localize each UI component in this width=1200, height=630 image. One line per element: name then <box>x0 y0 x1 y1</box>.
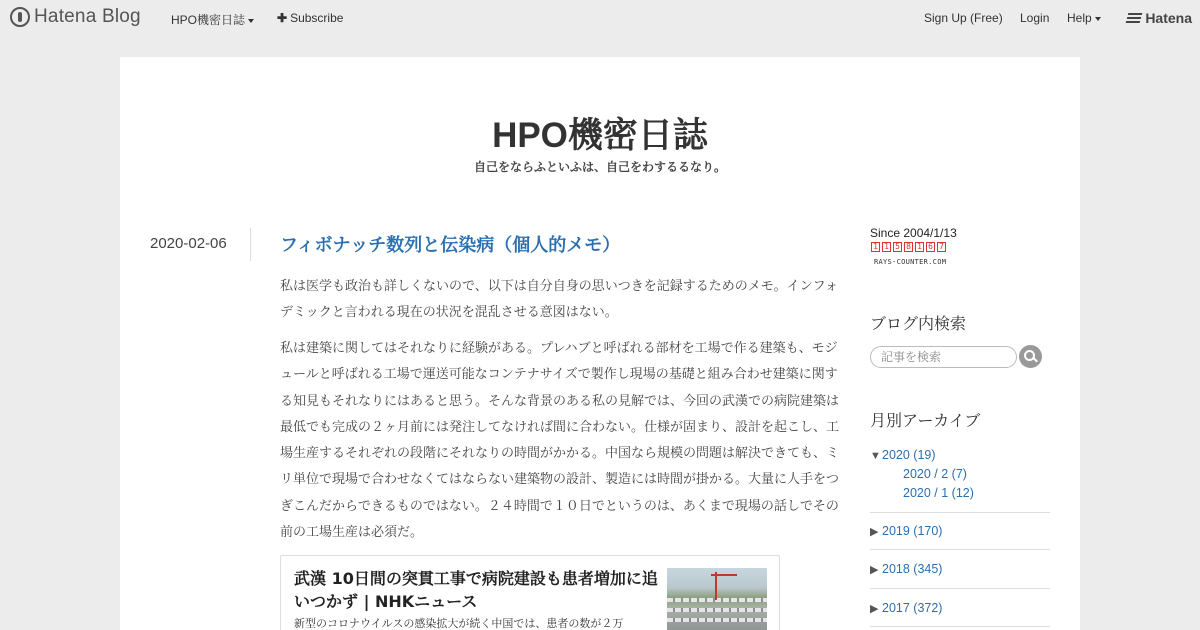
counter-digit: 7 <box>937 242 946 252</box>
archive-year-label[interactable]: 2018 (345) <box>882 562 943 576</box>
embed-thumbnail-image[interactable] <box>667 568 767 630</box>
embed-title[interactable]: 武漢 10日間の突貫工事で病院建設も患者増加に追いつかず | NHKニュース <box>294 569 658 611</box>
archive-year-2017[interactable] <box>870 601 1050 615</box>
blog-menu-dropdown[interactable] <box>171 11 254 28</box>
counter-digit: 1 <box>871 242 880 252</box>
collapse-triangle-icon[interactable]: ▼ <box>870 450 881 462</box>
chevron-down-icon <box>1095 17 1101 21</box>
date-divider <box>250 228 251 261</box>
hatena-blog-logo-text: Hatena Blog <box>34 6 141 27</box>
chevron-down-icon <box>248 19 254 23</box>
hatena-blog-logo-icon <box>10 7 30 27</box>
expand-triangle-icon[interactable]: ▶ <box>870 564 879 576</box>
hatena-brand-link[interactable] <box>1127 10 1192 26</box>
login-link[interactable]: Login <box>1020 11 1050 25</box>
archive-month-2020-2[interactable]: 2020 / 2 (7) <box>903 467 967 481</box>
entry-date[interactable]: 2020-02-06 <box>150 235 227 252</box>
search-button[interactable] <box>1019 345 1042 368</box>
hatena-brand-text: Hatena <box>1145 10 1192 26</box>
signup-link[interactable]: Sign Up (Free) <box>924 11 1003 25</box>
thumbnail-building-row <box>667 608 767 612</box>
archive-divider <box>870 588 1050 589</box>
archive-year-2018[interactable] <box>870 562 1050 576</box>
thumbnail-building-row <box>667 598 767 602</box>
help-label: Help <box>1067 11 1092 25</box>
embed-description: 新型のコロナウイルスの感染拡大が続く中国では、患者の数が２万 <box>294 617 624 630</box>
subscribe-button[interactable] <box>277 11 343 25</box>
archive-divider <box>870 512 1050 513</box>
entry-paragraph-1: 私は医学も政治も詳しくないので、以下は自分自身の思いつきを記録するためのメモ。インフォデミックと言われる現在の状況を混乱させる意図はない。 <box>280 279 838 321</box>
counter-credit[interactable]: RAYS-COUNTER.COM <box>874 258 947 266</box>
blog-title[interactable]: HPO機密日誌 <box>492 116 708 155</box>
counter-digit: 6 <box>926 242 935 252</box>
global-header <box>0 0 1200 36</box>
expand-triangle-icon[interactable]: ▶ <box>870 526 879 538</box>
blog-subtitle: 自己をならふといふは、自己をわするるなり。 <box>473 160 726 174</box>
archive-divider <box>870 549 1050 550</box>
counter-digit: 1 <box>882 242 891 252</box>
thumbnail-crane-arm <box>711 574 737 576</box>
hatena-blog-logo[interactable] <box>10 6 141 28</box>
search-heading: ブログ内検索 <box>870 314 967 333</box>
embedded-link-card[interactable] <box>280 555 780 630</box>
archive-year-label[interactable]: 2017 (372) <box>882 601 943 615</box>
plus-icon: ✚ <box>277 11 288 25</box>
archive-month-2020-1[interactable]: 2020 / 1 (12) <box>903 486 974 500</box>
thumbnail-crane <box>715 572 717 600</box>
expand-triangle-icon[interactable]: ▶ <box>870 603 879 615</box>
archive-year-2020[interactable] <box>870 448 1050 462</box>
archive-year-2019[interactable] <box>870 524 1050 538</box>
counter-digit: 8 <box>904 242 913 252</box>
archive-year-label[interactable]: 2020 (19) <box>882 448 936 462</box>
access-counter[interactable] <box>871 242 946 252</box>
since-text: Since 2004/1/13 <box>870 226 957 240</box>
entry-title[interactable]: フィボナッチ数列と伝染病（個人的メモ） <box>280 235 621 256</box>
counter-digit: 5 <box>893 242 902 252</box>
blog-menu-label: HPO機密日誌 <box>171 13 246 27</box>
thumbnail-building-row <box>667 618 767 622</box>
help-dropdown[interactable] <box>1067 11 1101 25</box>
subscribe-label: Subscribe <box>290 11 344 25</box>
search-input[interactable] <box>870 346 1017 368</box>
archive-year-label[interactable]: 2019 (170) <box>882 524 943 538</box>
entry-paragraph-2: 私は建築に関してはそれなりに経験がある。プレハブと呼ばれる部材を工場で作る建築も、モジュールと呼ばれる工場で運送可能なコンテナサイズで製作し現場の基礎と組み合わせ建築に関する知見もそれなりにはあると思う。そんな背景のある私の見解では、今回の武漢での病院建築は最低でも完成の２ヶ月前には発注してなければ間に合わない。仕様が固まり、設計を起こし、工場生産するそれぞれの段階にそれなりの時間がかかる。中国なら規模の問題は解決できても、ミリ単位で現場で合わせなくてはならない建築物の設計、製造には時間が掛かる。大量に人手をつぎこんだからできるものではない。２４時間で１０日でというのは、あくまで現場の話しでその前の工場生産は必須だ。 <box>280 341 840 541</box>
hatena-logo-icon <box>1126 13 1143 23</box>
counter-digit: 1 <box>915 242 924 252</box>
archive-heading: 月別アーカイブ <box>870 411 981 430</box>
archive-divider <box>870 626 1050 627</box>
